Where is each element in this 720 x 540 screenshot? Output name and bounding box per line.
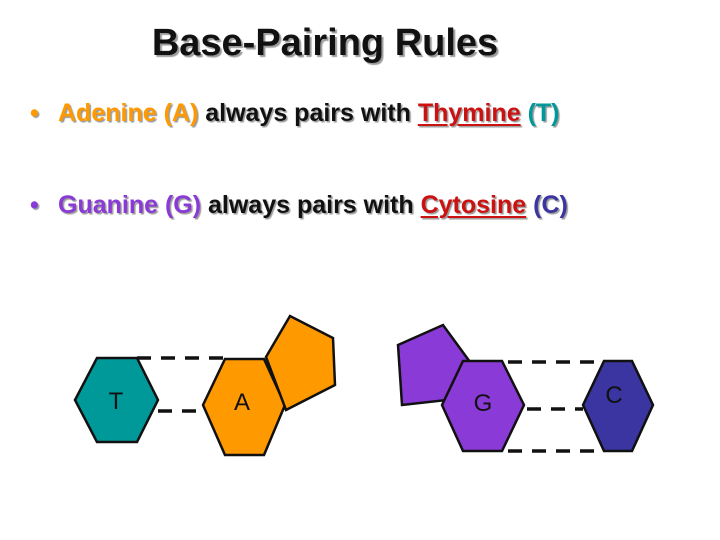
page-title: Base-Pairing Rules — [151, 22, 499, 64]
bullet-dot: • — [30, 191, 39, 219]
cytosine-name: Cytosine — [420, 191, 527, 219]
bullet-dot: • — [30, 99, 39, 127]
pair-guanine-cytosine — [398, 325, 653, 451]
guanine-letter: G — [473, 390, 493, 417]
thymine-name: Thymine — [417, 99, 521, 127]
connector-text: always pairs with — [201, 191, 421, 219]
connector-text: always pairs with — [198, 99, 418, 127]
pair-thymine-adenine — [75, 316, 335, 455]
adenine-letter: A — [233, 389, 251, 416]
guanine-label: Guanine (G) — [58, 191, 202, 219]
adenine-label: Adenine (A) — [58, 99, 199, 127]
cytosine-letter: C — [605, 382, 623, 409]
thymine-letter: T — [108, 388, 124, 415]
thymine-symbol: (T) — [527, 99, 560, 127]
cytosine-symbol: (C) — [533, 191, 568, 219]
